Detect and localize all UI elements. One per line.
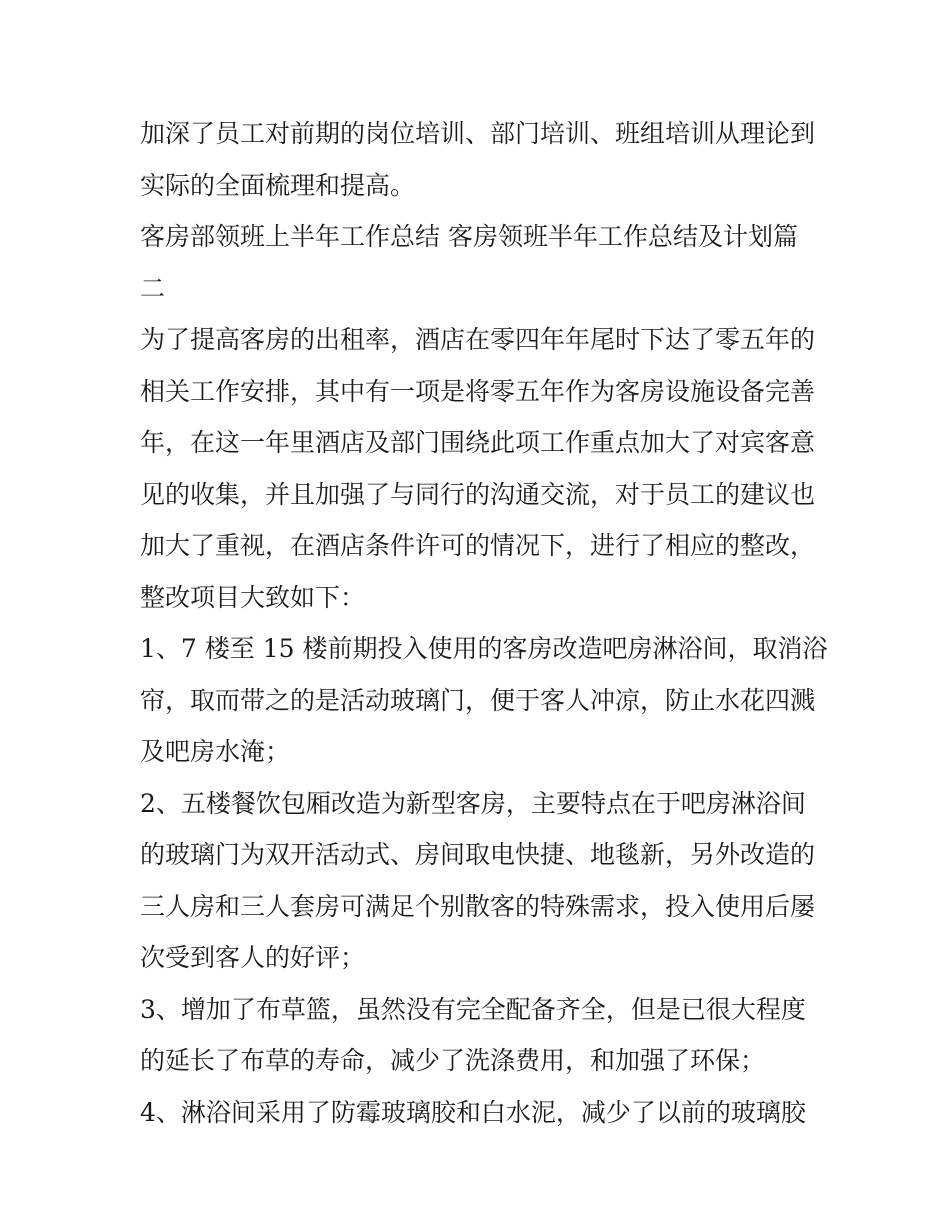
section-heading: 客房部领班上半年工作总结 客房领班半年工作总结及计划篇	[140, 222, 798, 251]
text-line: 整改项目大致如下：	[140, 582, 366, 612]
text-line: 的延长了布草的寿命，减少了洗涤费用，和加强了环保；	[140, 1046, 766, 1075]
text-line: 次受到客人的好评；	[140, 943, 366, 972]
text-line: 见的收集，并且加强了与同行的沟通交流，对于员工的建议也	[140, 479, 816, 509]
text-line: 年，在这一年里酒店及部门围绕此项工作重点加大了对宾客意	[140, 428, 816, 457]
list-item: 4、淋浴间采用了防霉玻璃胶和白水泥，减少了以前的玻璃胶	[140, 1097, 806, 1127]
section-heading: 二	[140, 273, 166, 303]
list-item: 2、五楼餐饮包厢改造为新型客房，主要特点在于吧房淋浴间	[140, 788, 806, 818]
text-line: 三人房和三人套房可满足个别散客的特殊需求，投入使用后屡	[140, 891, 816, 921]
text-line: 实际的全面梳理和提高。	[140, 170, 416, 200]
text-line: 的玻璃门为双开活动式、房间取电快捷、地毯新，另外改造的	[140, 840, 816, 869]
list-item: 1、7 楼至 15 楼前期投入使用的客房改造吧房淋浴间，取消浴	[140, 634, 828, 663]
text-line: 加深了员工对前期的岗位培训、部门培训、班组培训从理论到	[140, 119, 816, 148]
text-line: 为了提高客房的出租率，酒店在零四年年尾时下达了零五年的	[140, 325, 816, 354]
list-item: 3、增加了布草篮，虽然没有完全配备齐全，但是已很大程度	[140, 994, 806, 1024]
text-line: 加大了重视，在酒店条件许可的情况下，进行了相应的整改，	[140, 531, 816, 560]
text-line: 帘，取而带之的是活动玻璃门，便于客人冲凉，防止水花四溅	[140, 685, 816, 715]
document-body	[140, 108, 828, 1138]
text-line: 及吧房水淹；	[140, 737, 291, 766]
text-line: 相关工作安排，其中有一项是将零五年作为客房设施设备完善	[140, 376, 816, 406]
